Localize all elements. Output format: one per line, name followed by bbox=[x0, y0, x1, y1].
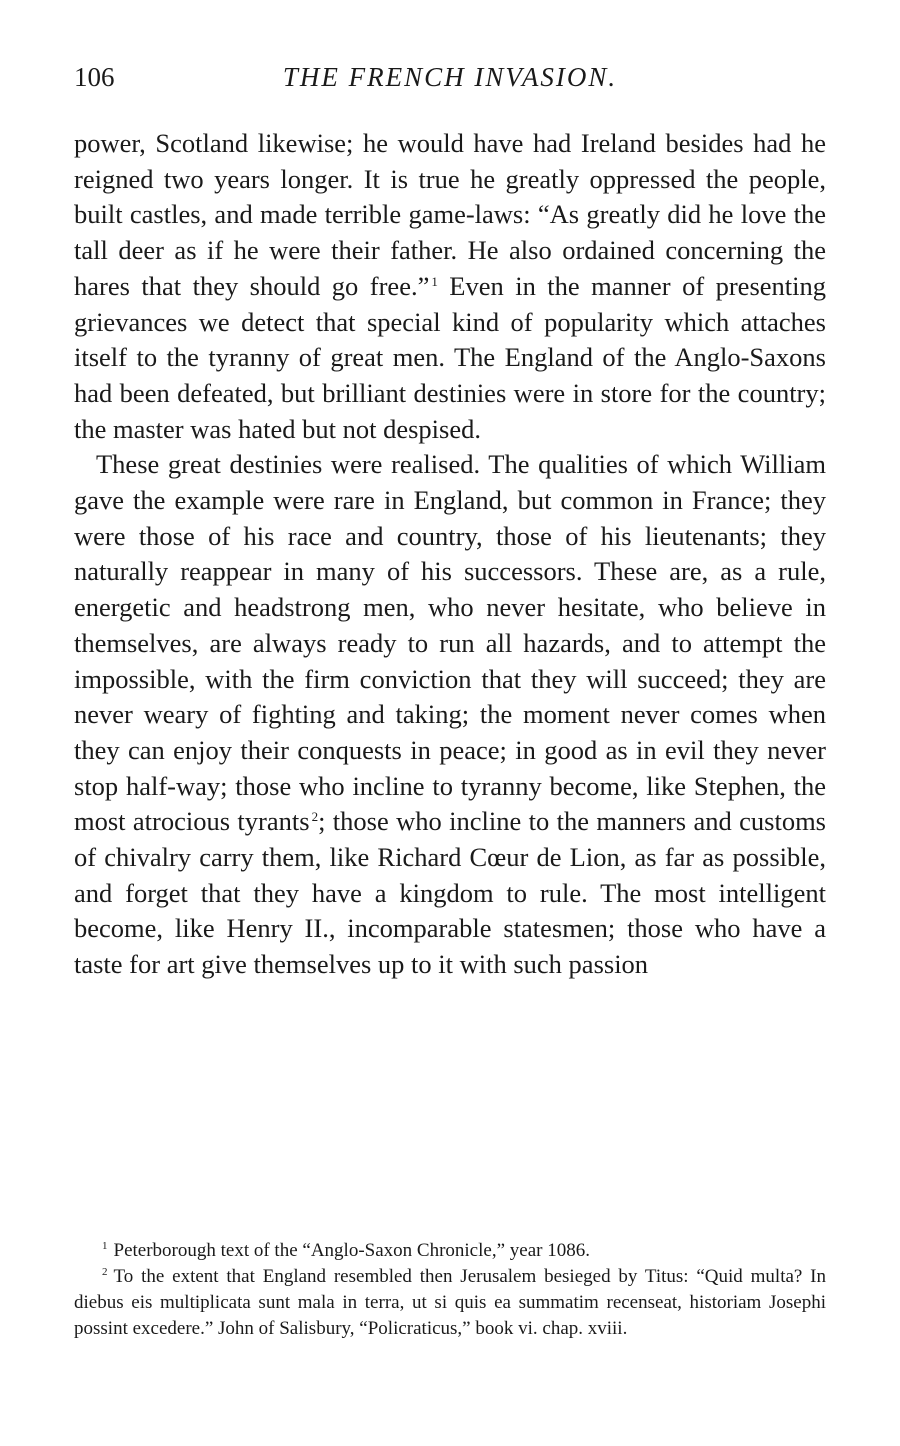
footnotes bbox=[74, 1238, 826, 1342]
footnote-2 bbox=[74, 1264, 826, 1342]
page-header bbox=[74, 62, 826, 106]
book-page bbox=[74, 62, 826, 983]
footnote-ref-2: 2 bbox=[311, 809, 319, 825]
page-number: 106 bbox=[74, 62, 115, 92]
footnote-2-text: To the extent that England resembled then Jerusalem besieged by Titus: “Quid multa? In diebus eis multiplicata sunt mala in terra, ut si quis ea summatim recenseat, historiam Josephi possint excedere.” John of Salisbury, “Policraticus,” book vi. chap. xviii. bbox=[74, 1266, 826, 1339]
paragraph-1 bbox=[74, 126, 826, 447]
body-text bbox=[74, 126, 826, 983]
footnote-mark-1: 1 bbox=[102, 1240, 108, 1252]
paragraph-2-text-b: ; those who incline to the manners and customs of chivalry carry them, like Richard Cœur de Lion, as far as possible, and forget that they have a kingdom to rule. The most intelligent become, like Henry II., incomparable statesmen; those who have a taste for art give themselves up to it with such passion bbox=[74, 806, 826, 980]
paragraph-1-text-b: Even in the manner of presenting grievances we detect that special kind of popularity which attaches itself to the tyranny of great men. The England of the Anglo-Saxons had been defeated, but brilliant destinies were in store for the country; the master was hated but not despised. bbox=[74, 270, 826, 444]
footnote-1-text: Peterborough text of the “Anglo-Saxon Chronicle,” year 1086. bbox=[113, 1240, 590, 1261]
running-title: THE FRENCH INVASION. bbox=[282, 62, 618, 92]
paragraph-2 bbox=[74, 447, 826, 983]
footnote-ref-1: 1 bbox=[431, 273, 438, 289]
footnote-mark-2: 2 bbox=[102, 1266, 108, 1278]
paragraph-2-text-a: These great destinies were realised. The qualities of which William gave the example were rare in England, but common in France; they were those of his race and country, those of his lieutenants; they naturally reappear in many of his successors. These are, as a rule, energetic and headstrong men, who never hesitate, who believe in themselves, are always ready to run all hazards, and to attempt the impossible, with the firm conviction that they will succeed; they are never weary of fighting and taking; the moment never comes when they can enjoy their conquests in peace; in good as in evil they never stop half-way; those who incline to tyranny become, like Stephen, the most atrocious tyrants bbox=[74, 449, 826, 837]
paragraph-1-text-a: power, Scotland likewise; he would have had Ireland besides had he reigned two years longer. It is true he greatly oppressed the people, built castles, and made terrible game-laws: “As greatly did he love the tall deer as if he were their father. He also ordained concerning the hares that they should go free.” bbox=[74, 128, 826, 301]
footnote-1 bbox=[74, 1238, 826, 1264]
